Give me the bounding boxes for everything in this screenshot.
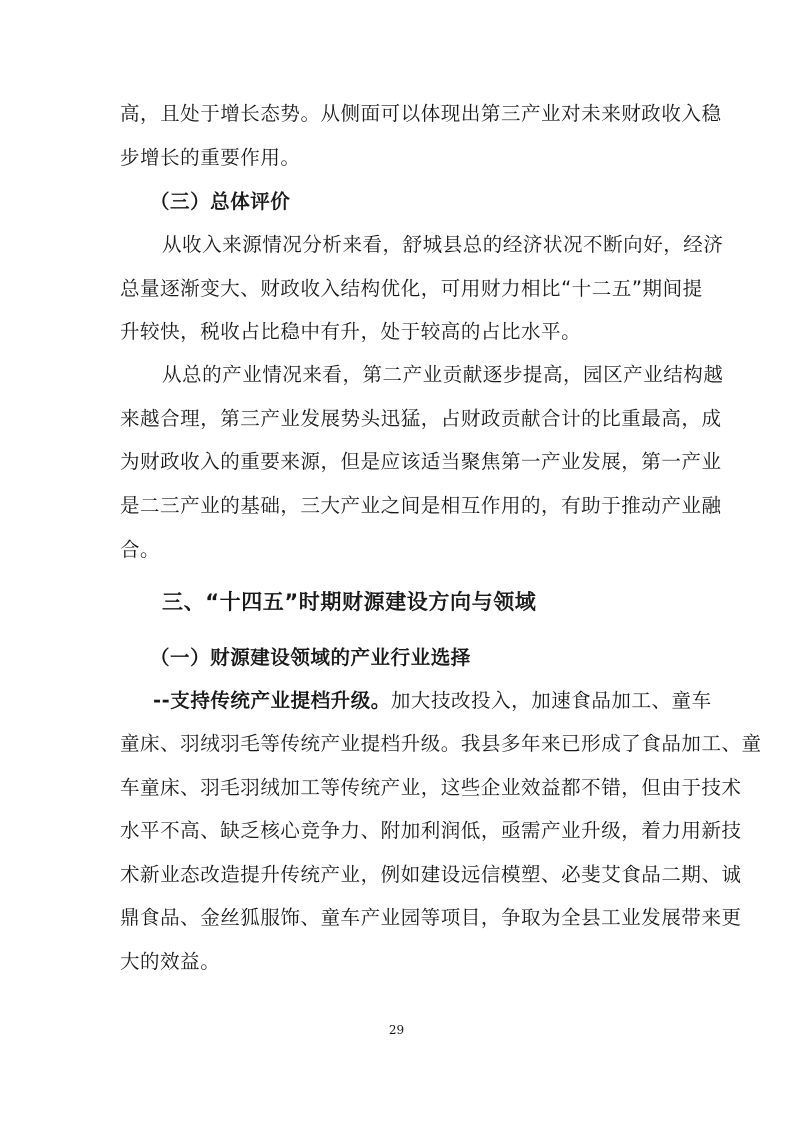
paragraph-lead-rest: 加大技改投入，加速食品加工、童车 — [390, 689, 712, 712]
paragraph-lead-bold: --支持传统产业提档升级。 — [153, 689, 391, 712]
text-line: 为财政收入的重要来源，但是应该适当聚焦第一产业发展，第一产业 — [120, 450, 722, 473]
text-line: 童床、羽绒羽毛等传统产业提档升级。我县多年来已形成了食品加工、童 — [120, 732, 762, 755]
text-line: 来越合理，第三产业发展势头迅猛，占财政贡献合计的比重最高，成 — [120, 407, 722, 430]
text-line: 鼎食品、金丝狐服饰、童车产业园等项目，争取为全县工业发展带来更 — [120, 906, 742, 929]
text-line — [153, 687, 712, 715]
text-line: 水平不高、缺乏核心竞争力、附加利润低，亟需产业升级，着力用新技 — [120, 819, 742, 842]
page-number: 29 — [388, 1023, 405, 1037]
text-line: 高，且处于增长态势。从侧面可以体现出第三产业对未来财政收入稳 — [120, 102, 722, 125]
text-line: 大的效益。 — [120, 950, 221, 973]
text-line: 是二三产业的基础，三大产业之间是相互作用的，有助于推动产业融 — [120, 494, 722, 517]
subsection-heading: （一）财源建设领域的产业行业选择 — [150, 646, 471, 669]
section-heading: （三）总体评价 — [150, 190, 291, 213]
text-line: 从收入来源情况分析来看，舒城县总的经济状况不断向好，经济 — [162, 233, 724, 256]
text-line: 步增长的重要作用。 — [120, 146, 301, 169]
text-line: 总量逐渐变大、财政收入结构优化，可用财力相比“十二五”期间提 — [120, 277, 703, 300]
chapter-heading: 三、“十四五”时期财源建设方向与领域 — [162, 590, 537, 614]
text-line: 术新业态改造提升传统产业，例如建设远信模塑、必斐艾食品二期、诚 — [120, 863, 742, 886]
text-line: 车童床、羽毛羽绒加工等传统产业，这些企业效益都不错，但由于技术 — [120, 776, 742, 799]
text-line: 升较快，税收占比稳中有升，处于较高的占比水平。 — [120, 320, 582, 343]
text-line: 从总的产业情况来看，第二产业贡献逐步提高，园区产业结构越 — [162, 363, 724, 386]
text-line: 合。 — [120, 538, 161, 561]
